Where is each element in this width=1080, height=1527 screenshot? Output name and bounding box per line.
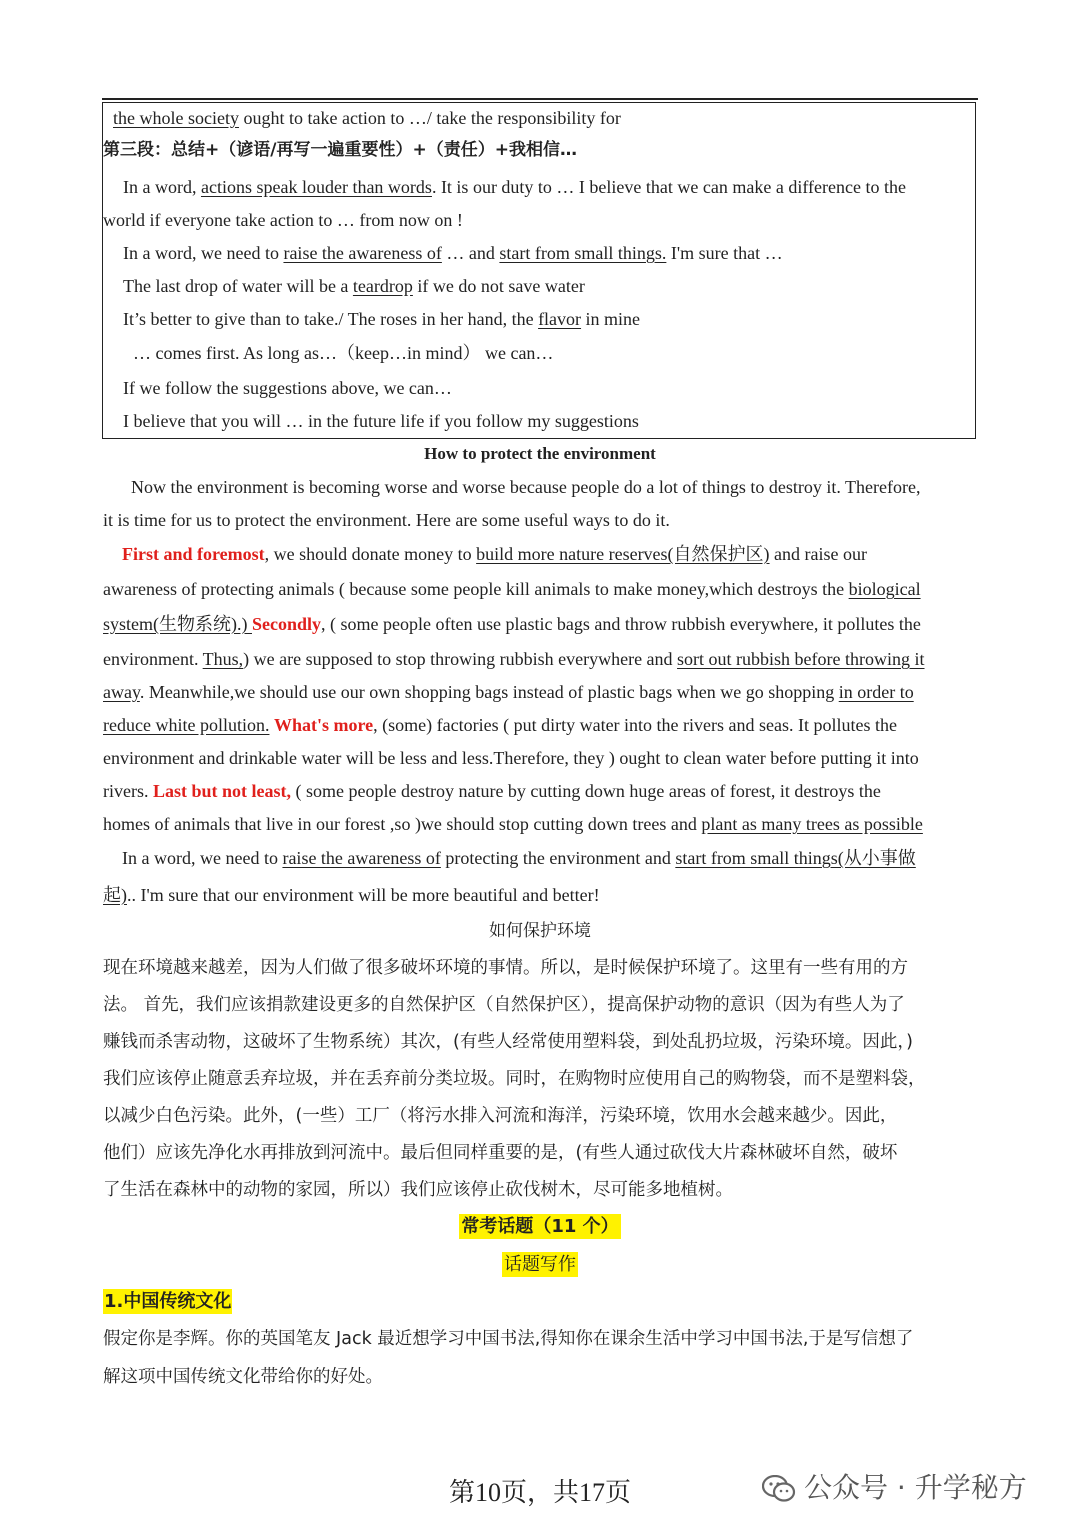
essay-line [103, 780, 881, 802]
text: The last drop of water will be a [123, 276, 353, 296]
phrase: build more nature reserves(自然保护区) [476, 544, 770, 564]
text: . It is our duty to … I believe that we can make a difference to the [431, 177, 906, 197]
wechat-icon [762, 1475, 796, 1503]
topics-heading: 常考话题（11 个） [461, 1216, 619, 1237]
essay-line [122, 847, 916, 869]
chinese-line: 以减少白色污染。此外，(一些）工厂（将污水排入河流和海洋，污染环境，饮用水会越来越少。因此， [103, 1106, 898, 1126]
phrase: raise the awareness of [283, 243, 442, 263]
phrase: 起) [103, 885, 127, 905]
phrase: plant as many trees as possible [701, 814, 923, 834]
topics-heading-row [0, 1213, 1080, 1241]
essay-line: environment and drinkable water will be less and less.Therefore, they ) ought to clean water before putting it into [103, 748, 919, 768]
box-line [123, 176, 906, 198]
text: In a word, we need to [122, 848, 283, 868]
box-line [113, 107, 621, 129]
transition-word: What's more [273, 715, 374, 735]
chinese-line: 现在环境越来越差，因为人们做了很多破坏环境的事情。所以，是时候保护环境了。这里有一些有用的方 [103, 958, 908, 978]
text: ought to take action to …/ take the responsibility for [238, 108, 621, 128]
phrase: in order to [838, 682, 914, 702]
box-line [123, 275, 585, 297]
box-line: world if everyone take action to … from now on ! [103, 210, 463, 230]
phrase: away [103, 682, 140, 702]
transition-word: Secondly [251, 614, 321, 634]
text: . Meanwhile,we should use our own shopping bags instead of plastic bags when we go shopping [139, 682, 839, 702]
transition-word: Last but not least, [152, 781, 291, 801]
chinese-line: 法。 首先，我们应该捐款建设更多的自然保护区（自然保护区），提高保护动物的意识（因为有些人为了 [103, 995, 905, 1015]
text: if we do not save water [412, 276, 585, 296]
text: environment. [103, 649, 203, 669]
text: protecting the environment and [440, 848, 676, 868]
essay-line [103, 681, 914, 703]
phrase: start from small things(从小事做 [675, 848, 916, 868]
topic-item-row [103, 1288, 232, 1316]
text: ( some people destroy nature by cutting down huge areas of forest, it destroys the [291, 781, 881, 801]
text: homes of animals that live in our forest ,so )we should stop cutting down trees and [103, 814, 702, 834]
top-rule [102, 98, 978, 100]
essay-line [103, 884, 600, 906]
box-line: I believe that you will … in the future life if you follow my suggestions [123, 411, 639, 431]
topic-prompt-line: 假定你是李辉。你的英国笔友 Jack 最近想学习中国书法,得知你在课余生活中学习中国书法,于是写信想了 [103, 1329, 914, 1349]
essay-line [103, 578, 921, 600]
box-line: If we follow the suggestions above, we can… [123, 378, 452, 398]
phrase: Thus, [202, 649, 244, 669]
transition-word: First and foremost [122, 544, 265, 564]
chinese-line: 我们应该停止随意丢弃垃圾，并在丢弃前分类垃圾。同时，在购物时应使用自己的购物袋，而不是塑料袋， [103, 1069, 926, 1089]
text: I'm sure that … [666, 243, 783, 263]
chinese-line: 他们）应该先净化水再排放到河流中。最后但同样重要的是，(有些人通过砍伐大片森林破坏自然，破坏 [103, 1143, 898, 1163]
phrase: the whole society [113, 108, 239, 128]
phrase: teardrop [352, 276, 413, 296]
text: In a word, [123, 177, 201, 197]
text: , we should donate money to [264, 544, 477, 564]
text: and raise our [769, 544, 868, 564]
text: in mine [581, 309, 641, 329]
essay-title: How to protect the environment [424, 444, 656, 463]
box-line [123, 242, 783, 264]
topics-subheading-row [0, 1251, 1080, 1279]
watermark-text: 公众号 · 升学秘方 [804, 1471, 1027, 1504]
phrase: start from small things. [499, 243, 667, 263]
text: , ( some people often use plastic bags and throw rubbish everywhere, it pollutes the [321, 614, 921, 634]
text: It’s better to give than to take./ The roses in her hand, the [123, 309, 539, 329]
text: rivers. [103, 781, 153, 801]
phrase: raise the awareness of [282, 848, 441, 868]
chinese-title: 如何保护环境 [489, 921, 591, 941]
phrase: sort out rubbish before throwing it [677, 649, 925, 669]
text: .. I'm sure that our environment will be more beautiful and better! [127, 885, 600, 905]
box-line: … comes first. As long as…（keep…in mind） we can… [133, 343, 554, 363]
watermark [762, 1466, 1027, 1506]
page-number: 第10页，共17页 [448, 1478, 631, 1507]
phrase: system(生物系统).) [103, 614, 252, 634]
topics-subheading: 话题写作 [504, 1254, 576, 1275]
text: … and [441, 243, 500, 263]
phrase: flavor [538, 309, 582, 329]
phrase: actions speak louder than words [200, 177, 432, 197]
phrase: biological [848, 579, 921, 599]
essay-line [103, 648, 925, 670]
text: In a word, we need to [123, 243, 284, 263]
essay-line [103, 613, 921, 635]
essay-line: it is time for us to protect the environment. Here are some useful ways to do it. [103, 510, 670, 530]
text: ) we are supposed to stop throwing rubbish everywhere and [243, 649, 678, 669]
text: awareness of protecting animals ( because some people kill animals to make money,which destroys the [103, 579, 849, 599]
text: , (some) factories ( put dirty water into the rivers and seas. It pollutes the [373, 715, 897, 735]
essay-line [122, 543, 867, 565]
section-heading: 第三段：总结+（谚语/再写一遍重要性）+（责任）+我相信… [103, 140, 577, 160]
chinese-line: 赚钱而杀害动物，这破坏了生物系统）其次，(有些人经常使用塑料袋，到处乱扔垃圾，污染环境。因此，) [103, 1032, 913, 1052]
essay-line: Now the environment is becoming worse and worse because people do a lot of things to destroy it. Therefore, [131, 477, 921, 497]
essay-line [103, 813, 923, 835]
topic-prompt-line: 解这项中国传统文化带给你的好处。 [103, 1367, 383, 1387]
template-box [102, 102, 976, 439]
topic-item-1: 1.中国传统文化 [104, 1291, 232, 1312]
phrase: reduce white pollution. [103, 715, 270, 735]
box-line [123, 308, 640, 330]
chinese-line: 了生活在森林中的动物的家园，所以）我们应该停止砍伐树木，尽可能多地植树。 [103, 1180, 733, 1200]
essay-line [103, 714, 897, 736]
